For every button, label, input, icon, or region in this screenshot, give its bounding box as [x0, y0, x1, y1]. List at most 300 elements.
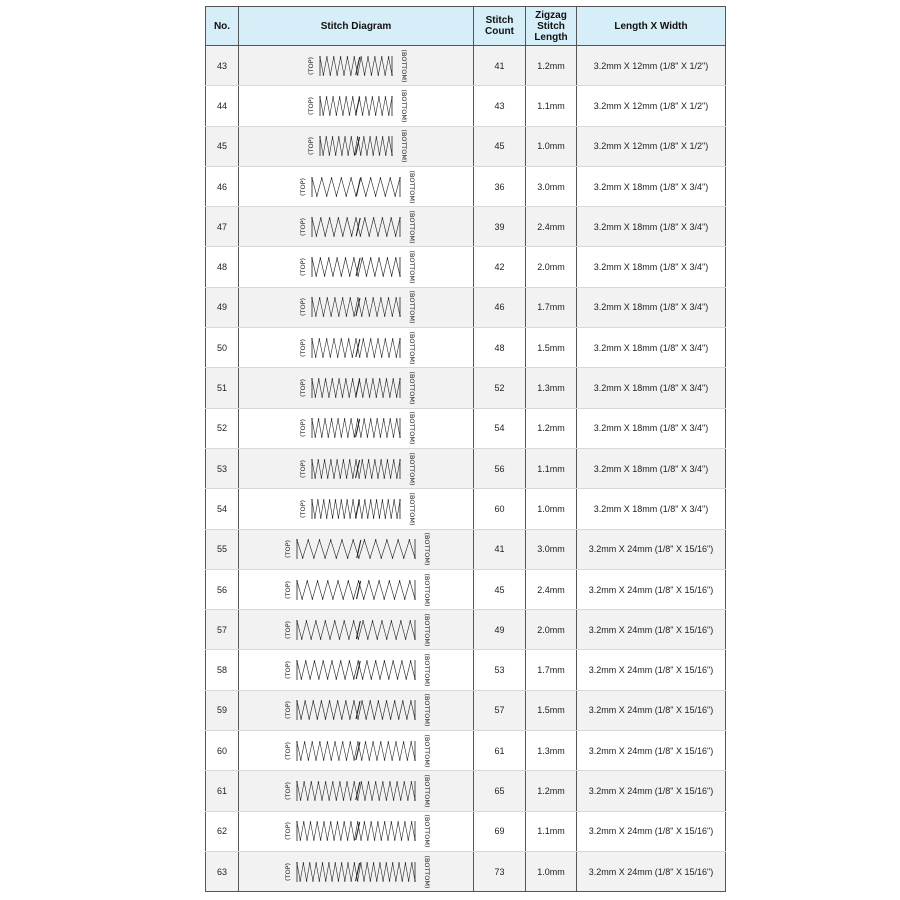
diagram-bottom-label: (BOTTOM): [423, 814, 431, 848]
needle-point: [357, 660, 358, 661]
needle-point: [309, 862, 310, 863]
stitch-diagram-svg: [239, 772, 474, 810]
zigzag-stitch-pattern: [319, 96, 392, 116]
zigzag-stitch-pattern: [319, 56, 392, 76]
needle-point: [357, 419, 358, 420]
needle-point: [352, 499, 353, 500]
needle-point: [296, 620, 297, 621]
stitch-diagram-svg: [239, 47, 474, 85]
pattern-number: 43: [206, 46, 239, 86]
needle-point: [310, 638, 311, 639]
needle-point: [308, 540, 309, 541]
needle-point: [396, 517, 397, 518]
needle-point: [373, 517, 374, 518]
pattern-number: 45: [206, 126, 239, 166]
needle-point: [354, 155, 355, 156]
needle-point: [410, 660, 411, 661]
diagram-bottom-label: (BOTTOM): [408, 371, 416, 405]
stitch-count: 73: [474, 851, 526, 891]
needle-point: [404, 598, 405, 599]
needle-point: [361, 781, 362, 782]
table-row: [206, 448, 726, 488]
diagram-bottom-label: (BOTTOM): [408, 210, 416, 244]
needle-point: [323, 499, 324, 500]
needle-point: [360, 235, 361, 236]
needle-point: [345, 378, 346, 379]
needle-point: [385, 155, 386, 156]
needle-point: [384, 598, 385, 599]
needle-point: [386, 437, 387, 438]
needle-point: [344, 419, 345, 420]
needle-point: [414, 880, 415, 881]
needle-point: [299, 880, 300, 881]
needle-point: [365, 96, 366, 97]
reinforcement-stitch: [356, 701, 360, 719]
needle-point: [325, 880, 326, 881]
needle-point: [393, 799, 394, 800]
needle-point: [408, 840, 409, 841]
needle-point: [381, 114, 382, 115]
header-stitch-count: [474, 7, 526, 46]
needle-point: [399, 217, 400, 218]
needle-point: [340, 477, 341, 478]
table-row: [206, 610, 726, 650]
needle-point: [379, 155, 380, 156]
needle-point: [378, 701, 379, 702]
needle-point: [365, 741, 366, 742]
needle-point: [296, 781, 297, 782]
needle-point: [400, 620, 401, 621]
needle-point: [320, 517, 321, 518]
needle-point: [350, 74, 351, 75]
needle-point: [388, 741, 389, 742]
needle-point: [347, 862, 348, 863]
needle-point: [320, 257, 321, 258]
needle-point: [333, 56, 334, 57]
zigzag-stitch-length: 3.0mm: [526, 166, 577, 206]
pattern-number: 63: [206, 851, 239, 891]
needle-point: [378, 74, 379, 75]
pattern-number: 46: [206, 166, 239, 206]
stitch-diagram-svg: [239, 329, 474, 367]
needle-point: [333, 840, 334, 841]
needle-point: [320, 217, 321, 218]
needle-point: [342, 298, 343, 299]
stitch-diagram: [239, 408, 474, 448]
pattern-number: 57: [206, 610, 239, 650]
needle-point: [350, 298, 351, 299]
zigzag-stitch-pattern: [296, 741, 415, 761]
needle-point: [362, 114, 363, 115]
diagram-top-label: (TOP): [307, 137, 315, 156]
zigzag-line: [312, 218, 400, 236]
needle-point: [317, 580, 318, 581]
needle-point: [374, 56, 375, 57]
needle-point: [406, 678, 407, 679]
stitch-diagram: [239, 166, 474, 206]
length-x-width: 3.2mm X 24mm (1/8" X 15/16"): [577, 731, 726, 771]
needle-point: [342, 114, 343, 115]
needle-point: [395, 638, 396, 639]
needle-point: [373, 217, 374, 218]
table-row: [206, 731, 726, 771]
needle-point: [377, 338, 378, 339]
needle-point: [333, 477, 334, 478]
length-x-width: 3.2mm X 18mm (1/8" X 3/4"): [577, 247, 726, 287]
needle-point: [371, 477, 372, 478]
zigzag-line: [297, 581, 415, 599]
table-row: [206, 408, 726, 448]
needle-point: [340, 56, 341, 57]
needle-point: [322, 155, 323, 156]
pattern-number: 60: [206, 731, 239, 771]
needle-point: [386, 638, 387, 639]
diagram-bottom-label: (BOTTOM): [408, 452, 416, 486]
needle-point: [369, 235, 370, 236]
zigzag-stitch-length: 1.3mm: [526, 368, 577, 408]
needle-point: [347, 217, 348, 218]
needle-point: [319, 741, 320, 742]
needle-point: [408, 880, 409, 881]
needle-point: [346, 316, 347, 317]
zigzag-stitch-pattern: [311, 499, 400, 519]
needle-point: [414, 598, 415, 599]
needle-point: [354, 56, 355, 57]
header-row: [206, 7, 726, 46]
stitch-diagram-svg: [239, 288, 474, 326]
zigzag-stitch-pattern: [311, 459, 400, 479]
needle-point: [336, 114, 337, 115]
stitch-count: 57: [474, 690, 526, 730]
stitch-count: 49: [474, 610, 526, 650]
needle-point: [338, 217, 339, 218]
needle-point: [310, 822, 311, 823]
needle-point: [321, 477, 322, 478]
needle-point: [361, 759, 362, 760]
needle-point: [401, 660, 402, 661]
needle-point: [347, 840, 348, 841]
length-x-width: 3.2mm X 18mm (1/8" X 3/4"): [577, 489, 726, 529]
needle-point: [410, 701, 411, 702]
needle-point: [337, 419, 338, 420]
reinforcement-stitch: [356, 178, 360, 196]
needle-point: [364, 799, 365, 800]
needle-point: [409, 540, 410, 541]
needle-point: [311, 257, 312, 258]
needle-point: [335, 155, 336, 156]
pattern-number: 53: [206, 448, 239, 488]
reinforcement-stitch: [356, 782, 360, 800]
stitch-diagram: [239, 86, 474, 126]
diagram-top-label: (TOP): [299, 217, 307, 236]
stitch-count: 52: [474, 368, 526, 408]
stitch-diagram-svg: [239, 87, 474, 125]
zigzag-stitch-length: 2.0mm: [526, 247, 577, 287]
needle-point: [357, 137, 358, 138]
stitch-diagram-svg: [239, 490, 474, 528]
needle-point: [334, 741, 335, 742]
stitch-diagram: [239, 690, 474, 730]
needle-point: [414, 638, 415, 639]
needle-point: [347, 558, 348, 559]
needle-point: [336, 678, 337, 679]
needle-point: [325, 620, 326, 621]
stitch-diagram: [239, 46, 474, 86]
needle-point: [388, 137, 389, 138]
stitch-count: 56: [474, 448, 526, 488]
needle-point: [360, 437, 361, 438]
stitch-diagram: [239, 126, 474, 166]
diagram-bottom-label: (BOTTOM): [423, 734, 431, 768]
table-row: [206, 207, 726, 247]
needle-point: [334, 437, 335, 438]
header-stitch-count-line-1: Stitch: [485, 15, 514, 26]
needle-point: [315, 620, 316, 621]
needle-point: [373, 298, 374, 299]
needle-point: [315, 759, 316, 760]
needle-point: [379, 517, 380, 518]
needle-point: [358, 580, 359, 581]
needle-point: [326, 195, 327, 196]
needle-point: [296, 741, 297, 742]
needle-point: [379, 378, 380, 379]
needle-point: [323, 316, 324, 317]
needle-point: [371, 799, 372, 800]
needle-point: [393, 378, 394, 379]
needle-point: [365, 477, 366, 478]
needle-point: [363, 419, 364, 420]
stitch-diagram: [239, 368, 474, 408]
stitch-count: 65: [474, 771, 526, 811]
needle-point: [336, 459, 337, 460]
needle-point: [398, 719, 399, 720]
stitch-diagram: [239, 247, 474, 287]
needle-point: [395, 257, 396, 258]
needle-point: [323, 660, 324, 661]
needle-point: [313, 840, 314, 841]
needle-point: [296, 701, 297, 702]
zigzag-stitch-length: 1.0mm: [526, 851, 577, 891]
needle-point: [296, 822, 297, 823]
stitch-count: 46: [474, 287, 526, 327]
zigzag-stitch-length: 1.1mm: [526, 86, 577, 126]
needle-point: [313, 701, 314, 702]
needle-point: [370, 419, 371, 420]
table-row: [206, 851, 726, 891]
diagram-top-label: (TOP): [299, 378, 307, 398]
length-x-width: 3.2mm X 24mm (1/8" X 15/16"): [577, 610, 726, 650]
needle-point: [369, 558, 370, 559]
length-x-width: 3.2mm X 18mm (1/8" X 3/4"): [577, 368, 726, 408]
needle-point: [388, 499, 389, 500]
table-row: [206, 368, 726, 408]
diagram-bottom-label: (BOTTOM): [408, 411, 416, 445]
needle-point: [349, 660, 350, 661]
pattern-number: 48: [206, 247, 239, 287]
needle-point: [388, 356, 389, 357]
needle-point: [364, 74, 365, 75]
needle-point: [359, 356, 360, 357]
stitch-diagram: [239, 207, 474, 247]
needle-point: [329, 155, 330, 156]
needle-point: [312, 598, 313, 599]
zigzag-line: [297, 661, 415, 679]
diagram-top-label: (TOP): [299, 177, 307, 196]
needle-point: [362, 620, 363, 621]
stitch-diagram: [239, 489, 474, 529]
table-row: [206, 287, 726, 327]
zigzag-stitch-pattern: [296, 620, 415, 640]
needle-point: [343, 74, 344, 75]
needle-point: [366, 275, 367, 276]
needle-point: [307, 799, 308, 800]
needle-point: [337, 356, 338, 357]
needle-point: [407, 759, 408, 760]
zigzag-stitch-pattern: [296, 700, 415, 720]
needle-point: [332, 781, 333, 782]
needle-point: [397, 540, 398, 541]
needle-point: [333, 338, 334, 339]
needle-point: [327, 298, 328, 299]
needle-point: [311, 177, 312, 178]
reinforcement-stitch: [356, 57, 360, 75]
needle-point: [329, 499, 330, 500]
needle-point: [296, 862, 297, 863]
zigzag-stitch-pattern: [296, 660, 415, 680]
stitch-diagram-svg: [239, 127, 474, 165]
needle-point: [350, 741, 351, 742]
needle-point: [368, 580, 369, 581]
needle-point: [367, 638, 368, 639]
needle-point: [358, 558, 359, 559]
zigzag-stitch-length: 1.2mm: [526, 46, 577, 86]
diagram-top-label: (TOP): [284, 580, 292, 599]
stitch-count: 41: [474, 529, 526, 569]
needle-point: [376, 396, 377, 397]
needle-point: [391, 74, 392, 75]
needle-point: [301, 678, 302, 679]
needle-point: [353, 701, 354, 702]
stitch-table: [205, 6, 726, 892]
stitch-count: 39: [474, 207, 526, 247]
reinforcement-stitch: [356, 379, 360, 397]
needle-point: [327, 840, 328, 841]
needle-point: [353, 759, 354, 760]
needle-point: [321, 177, 322, 178]
needle-point: [399, 177, 400, 178]
needle-point: [331, 660, 332, 661]
needle-point: [332, 517, 333, 518]
zigzag-stitch-pattern: [296, 580, 415, 600]
needle-point: [381, 840, 382, 841]
header-length-x-width: Length X Width: [577, 7, 726, 46]
needle-point: [384, 822, 385, 823]
length-x-width: 3.2mm X 18mm (1/8" X 3/4"): [577, 207, 726, 247]
needle-point: [376, 499, 377, 500]
needle-point: [387, 257, 388, 258]
needle-point: [363, 338, 364, 339]
needle-point: [385, 338, 386, 339]
needle-point: [360, 840, 361, 841]
diagram-bottom-label: (BOTTOM): [408, 169, 416, 204]
length-x-width: 3.2mm X 24mm (1/8" X 15/16"): [577, 529, 726, 569]
zigzag-stitch-length: 1.1mm: [526, 811, 577, 851]
needle-point: [403, 741, 404, 742]
reinforcement-stitch: [356, 97, 360, 115]
needle-point: [317, 822, 318, 823]
zigzag-stitch-pattern: [311, 177, 400, 197]
needle-point: [374, 275, 375, 276]
needle-point: [368, 114, 369, 115]
stitch-diagram: [239, 650, 474, 690]
stitch-count: 48: [474, 328, 526, 368]
zigzag-stitch-pattern: [296, 821, 415, 841]
zigzag-stitch-length: 1.2mm: [526, 771, 577, 811]
needle-point: [414, 759, 415, 760]
needle-point: [361, 316, 362, 317]
needle-point: [338, 137, 339, 138]
needle-point: [342, 235, 343, 236]
needle-point: [341, 338, 342, 339]
needle-point: [414, 558, 415, 559]
needle-point: [355, 338, 356, 339]
length-x-width: 3.2mm X 18mm (1/8" X 3/4"): [577, 287, 726, 327]
needle-point: [327, 741, 328, 742]
needle-point: [349, 396, 350, 397]
diagram-bottom-label: (BOTTOM): [423, 572, 431, 607]
needle-point: [382, 719, 383, 720]
diagram-top-label: (TOP): [307, 96, 315, 115]
needle-point: [332, 598, 333, 599]
needle-point: [370, 822, 371, 823]
needle-point: [370, 701, 371, 702]
needle-point: [300, 840, 301, 841]
needle-point: [377, 235, 378, 236]
needle-point: [325, 378, 326, 379]
needle-point: [387, 459, 388, 460]
reinforcement-stitch: [355, 500, 359, 518]
needle-point: [365, 378, 366, 379]
stitch-diagram-svg: [239, 168, 474, 206]
needle-point: [332, 378, 333, 379]
length-x-width: 3.2mm X 18mm (1/8" X 3/4"): [577, 448, 726, 488]
table-row: [206, 328, 726, 368]
needle-point: [319, 56, 320, 57]
needle-point: [332, 137, 333, 138]
pattern-number: 47: [206, 207, 239, 247]
needle-point: [351, 880, 352, 881]
needle-point: [342, 396, 343, 397]
length-x-width: 3.2mm X 24mm (1/8" X 15/16"): [577, 690, 726, 730]
needle-point: [321, 437, 322, 438]
stitch-diagram-svg: [239, 571, 474, 609]
needle-point: [315, 316, 316, 317]
needle-point: [353, 598, 354, 599]
needle-point: [376, 759, 377, 760]
needle-point: [363, 598, 364, 599]
needle-point: [343, 799, 344, 800]
diagram-top-label: (TOP): [307, 56, 315, 75]
needle-point: [399, 580, 400, 581]
needle-point: [344, 880, 345, 881]
zigzag-stitch-length: 2.4mm: [526, 207, 577, 247]
needle-point: [390, 177, 391, 178]
needle-point: [368, 459, 369, 460]
needle-point: [337, 580, 338, 581]
pattern-number: 62: [206, 811, 239, 851]
needle-point: [390, 477, 391, 478]
needle-point: [367, 517, 368, 518]
